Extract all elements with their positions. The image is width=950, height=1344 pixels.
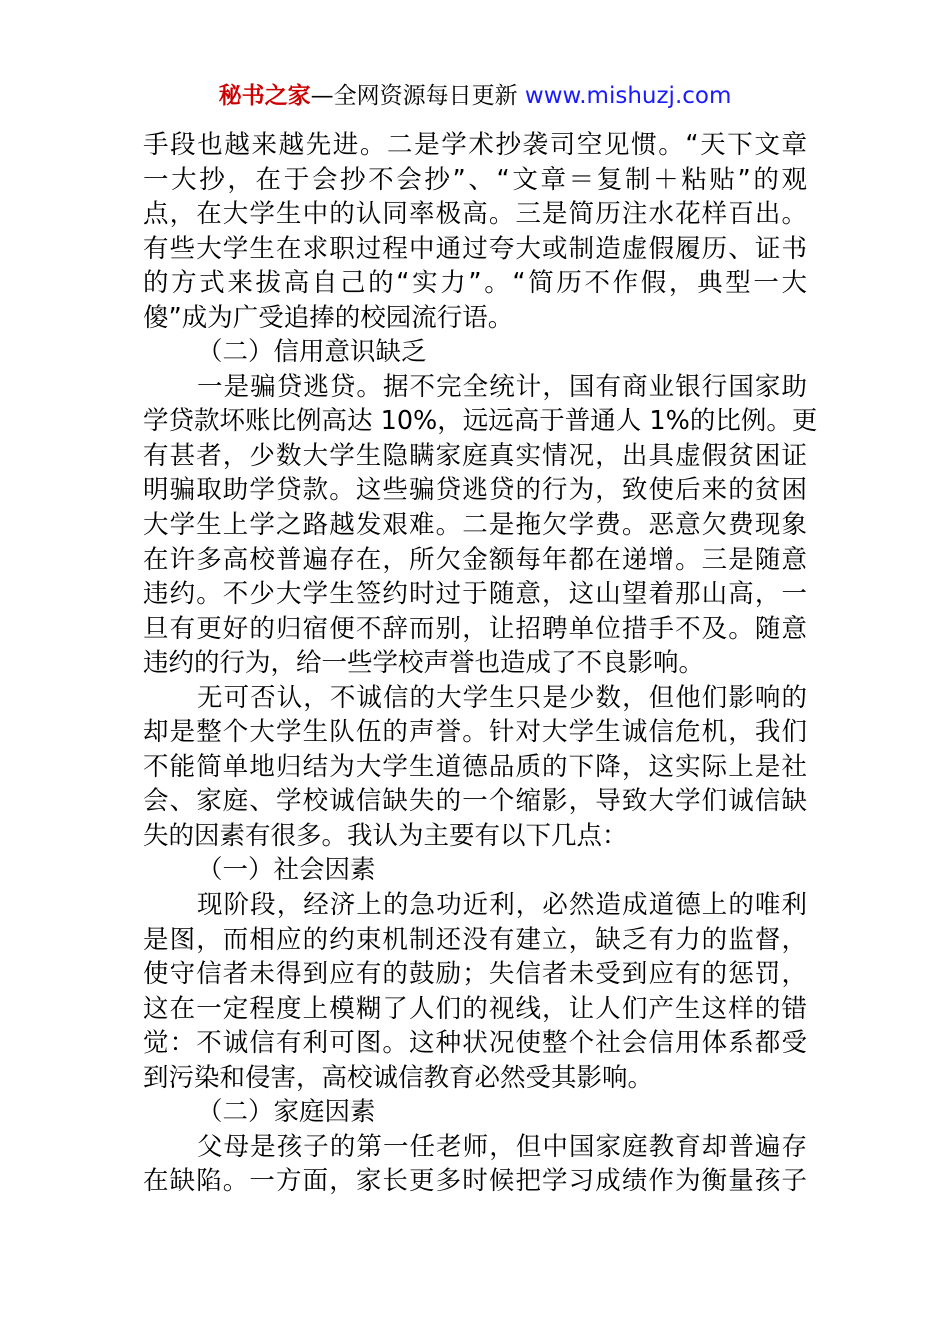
text-line: 的方式来拔高自己的“实力”。“简历不作假，典型一大 (143, 268, 807, 299)
text-line: 到污染和侵害，高校诚信教育必然受其影响。 (143, 1062, 654, 1093)
text-line: 失的因素有很多。我认为主要有以下几点： (143, 820, 628, 851)
text-line: 一大抄，在于会抄不会抄”、“文章＝复制＋粘贴”的观 (143, 164, 807, 195)
text-line: 会、家庭、学校诚信缺失的一个缩影，导致大学们诚信缺 (143, 786, 807, 817)
text-line: 学贷款坏账比例高达 10%，远远高于普通人 1%的比例。更 (143, 406, 818, 437)
paragraph-first-line: 一是骗贷逃贷。据不完全统计，国有商业银行国家助 (197, 371, 807, 402)
text-line: 不能简单地归结为大学生道德品质的下降，这实际上是社 (143, 751, 807, 782)
text-line: 有甚者，少数大学生隐瞒家庭真实情况，出具虚假贫困证 (143, 440, 807, 471)
section-heading: （一）社会因素 (197, 855, 376, 886)
text-line: 违约。不少大学生签约时过于随意，这山望着那山高，一 (143, 579, 807, 610)
site-url-link[interactable]: www.mishuzj.com (524, 83, 732, 109)
paragraph-first-line: 无可否认，不诚信的大学生只是少数，但他们影响的 (197, 682, 807, 713)
page-header (0, 78, 950, 114)
text-line: 是图，而相应的约束机制还没有建立，缺乏有力的监督， (143, 924, 807, 955)
text-line: 傻”成为广受追捧的校园流行语。 (143, 302, 514, 333)
paragraph-first-line: 现阶段，经济上的急功近利，必然造成道德上的唯利 (197, 890, 807, 921)
text-line: 有些大学生在求职过程中通过夸大或制造虚假履历、证书 (143, 233, 807, 264)
text-line: 点，在大学生中的认同率极高。三是简历注水花样百出。 (143, 199, 807, 230)
text-line: 使守信者未得到应有的鼓励；失信者未受到应有的惩罚， (143, 959, 807, 990)
text-line: 在许多高校普遍存在，所欠金额每年都在递增。三是随意 (143, 544, 807, 575)
text-line: 在缺陷。一方面，家长更多时候把学习成绩作为衡量孩子 (143, 1166, 807, 1197)
header-tagline: —全网资源每日更新 (310, 83, 525, 109)
text-line: 却是整个大学生队伍的声誉。针对大学生诚信危机，我们 (143, 717, 807, 748)
brand-name: 秘书之家 (218, 83, 311, 109)
section-heading: （二）信用意识缺乏 (197, 337, 427, 368)
document-body (143, 128, 818, 1199)
text-line: 手段也越来越先进。二是学术抄袭司空见惯。“天下文章 (143, 130, 807, 160)
text-line: 大学生上学之路越发艰难。二是拖欠学费。恶意欠费现象 (143, 510, 807, 541)
text-line: 违约的行为，给一些学校声誉也造成了不良影响。 (143, 648, 705, 679)
text-line: 觉：不诚信有利可图。这种状况使整个社会信用体系都受 (143, 1028, 807, 1059)
text-line: 明骗取助学贷款。这些骗贷逃贷的行为，致使后来的贫困 (143, 475, 807, 506)
text-line: 这在一定程度上模糊了人们的视线，让人们产生这样的错 (143, 993, 807, 1024)
section-heading: （二）家庭因素 (197, 1097, 376, 1128)
paragraph-first-line: 父母是孩子的第一任老师，但中国家庭教育却普遍存 (197, 1131, 807, 1162)
text-line: 旦有更好的归宿便不辞而别，让招聘单位措手不及。随意 (143, 613, 807, 644)
